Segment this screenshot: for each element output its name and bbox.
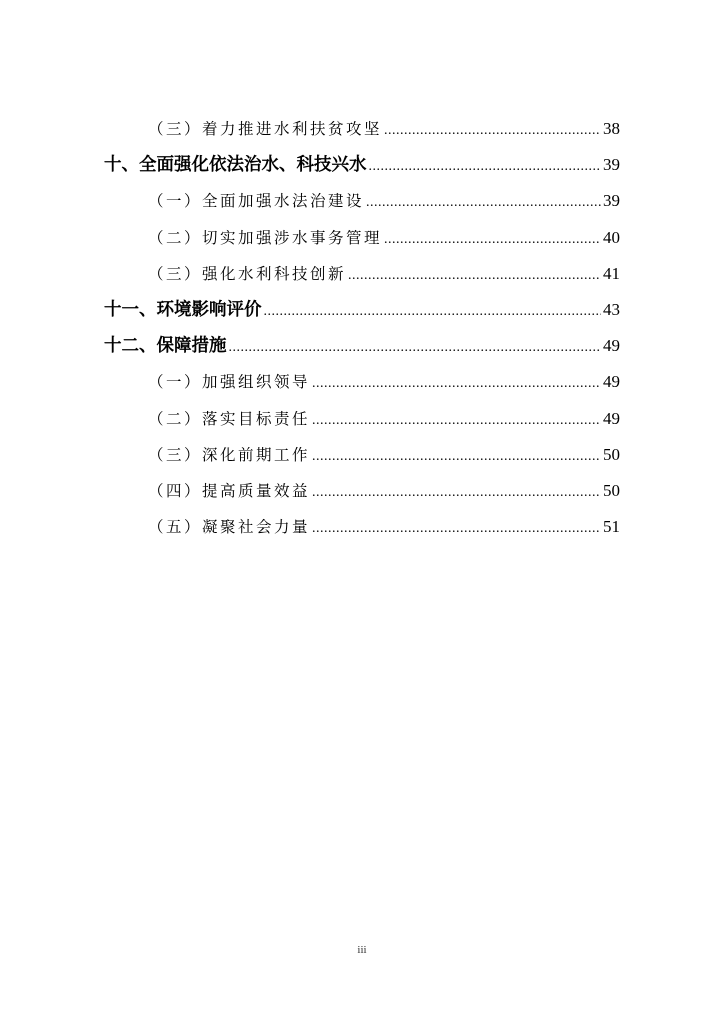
toc-leader-dots [312,439,601,473]
page-number-footer: iii [357,944,367,956]
toc-entry-page: 41 [603,263,620,283]
toc-entry[interactable] [104,183,620,219]
toc-entry-title: （五）凝聚社会力量 [148,518,311,537]
toc-entry-page: 39 [603,155,620,175]
toc-entry-page: 39 [603,191,620,211]
toc-entry[interactable] [104,437,620,473]
toc-entry-page: 49 [603,408,620,428]
toc-leader-dots [366,185,601,219]
toc-entry-title: （二）切实加强涉水事务管理 [148,228,383,247]
toc-entry[interactable] [104,401,620,437]
toc-entry-page: 49 [603,336,620,356]
toc-leader-dots [384,113,601,147]
toc-leader-dots [229,330,602,364]
toc-entry[interactable] [104,473,620,509]
toc-entry-title: （三）强化水利科技创新 [148,264,347,283]
toc-leader-dots [312,366,601,400]
toc-leader-dots [369,149,602,183]
toc-entry-title: 十、全面强化依法治水、科技兴水 [104,155,367,176]
toc-entry[interactable] [104,147,620,183]
toc-entry[interactable] [104,364,620,400]
toc-entry-page: 38 [603,119,620,138]
toc-entry-page: 51 [603,517,620,537]
toc-entry-title: 十一、环境影响评价 [104,299,262,320]
toc-entry-page: 50 [603,444,620,464]
toc-entry-page: 50 [603,480,620,500]
toc-leader-dots [348,258,601,292]
toc-entry[interactable] [104,292,620,328]
toc-entry-page: 49 [603,372,620,392]
toc-leader-dots [312,511,601,545]
toc-entry[interactable] [104,220,620,256]
toc-leader-dots [312,475,601,509]
toc-entry-title: （三）着力推进水利扶贫攻坚 [148,120,383,138]
toc-entry-title: （四）提高质量效益 [148,481,311,500]
toc-entry-title: （一）加强组织领导 [148,373,311,392]
toc-entry-title: 十二、保障措施 [104,336,227,357]
toc-entry-page: 40 [603,227,620,247]
toc-entry[interactable] [104,256,620,292]
toc-entry-page: 43 [603,299,620,319]
toc-entry[interactable] [104,111,620,147]
toc-leader-dots [312,403,601,437]
toc-entry-title: （一）全面加强水法治建设 [148,192,365,211]
toc-leader-dots [384,222,601,256]
toc-entry[interactable] [104,328,620,364]
toc-entry-title: （三）深化前期工作 [148,445,311,464]
toc-entry[interactable] [104,509,620,545]
toc-leader-dots [264,294,602,328]
table-of-contents [104,111,620,545]
toc-entry-title: （二）落实目标责任 [148,409,311,428]
